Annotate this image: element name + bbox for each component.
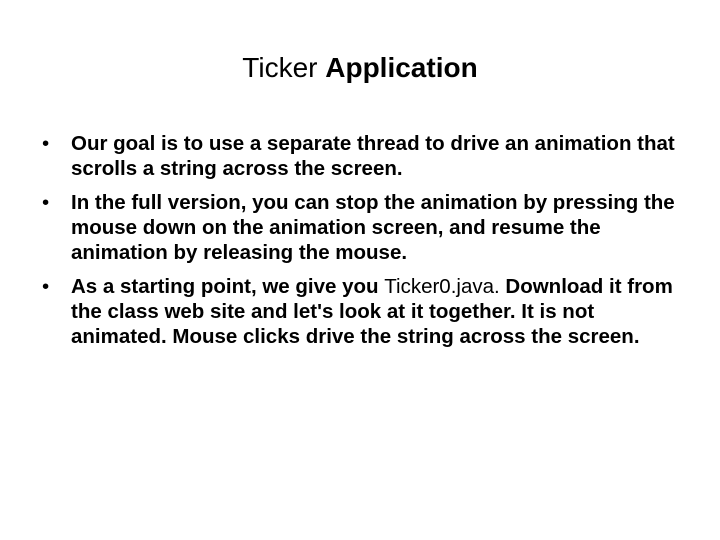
bullet-marker: • <box>42 132 50 155</box>
slide-title <box>0 50 720 86</box>
title-emphasis: Application <box>325 52 478 83</box>
bullet-text: In the full version, you can stop the animation by pressing the mouse down on the animation screen, and resume the animation by releasing the mouse. <box>71 191 675 264</box>
bullet-text-rest: Download it from the class web site and let's look at it together. It is not animated. Mouse clicks drive the string across the screen. <box>71 275 673 348</box>
bullet-text: Our goal is to use a separate thread to drive an animation that scrolls a string across the screen. <box>71 132 675 180</box>
title-prefix: Ticker <box>242 52 326 83</box>
bullet-file-name: Ticker0.java. <box>384 275 500 298</box>
bullet-marker: • <box>42 275 50 298</box>
bullet-item-goal <box>42 131 682 181</box>
bullet-text-lead: As a starting point, we give you <box>71 275 385 298</box>
bullet-list <box>42 131 682 358</box>
bullet-marker: • <box>42 191 50 214</box>
bullet-item-starting-point <box>42 274 682 349</box>
bullet-item-full-version <box>42 190 682 265</box>
